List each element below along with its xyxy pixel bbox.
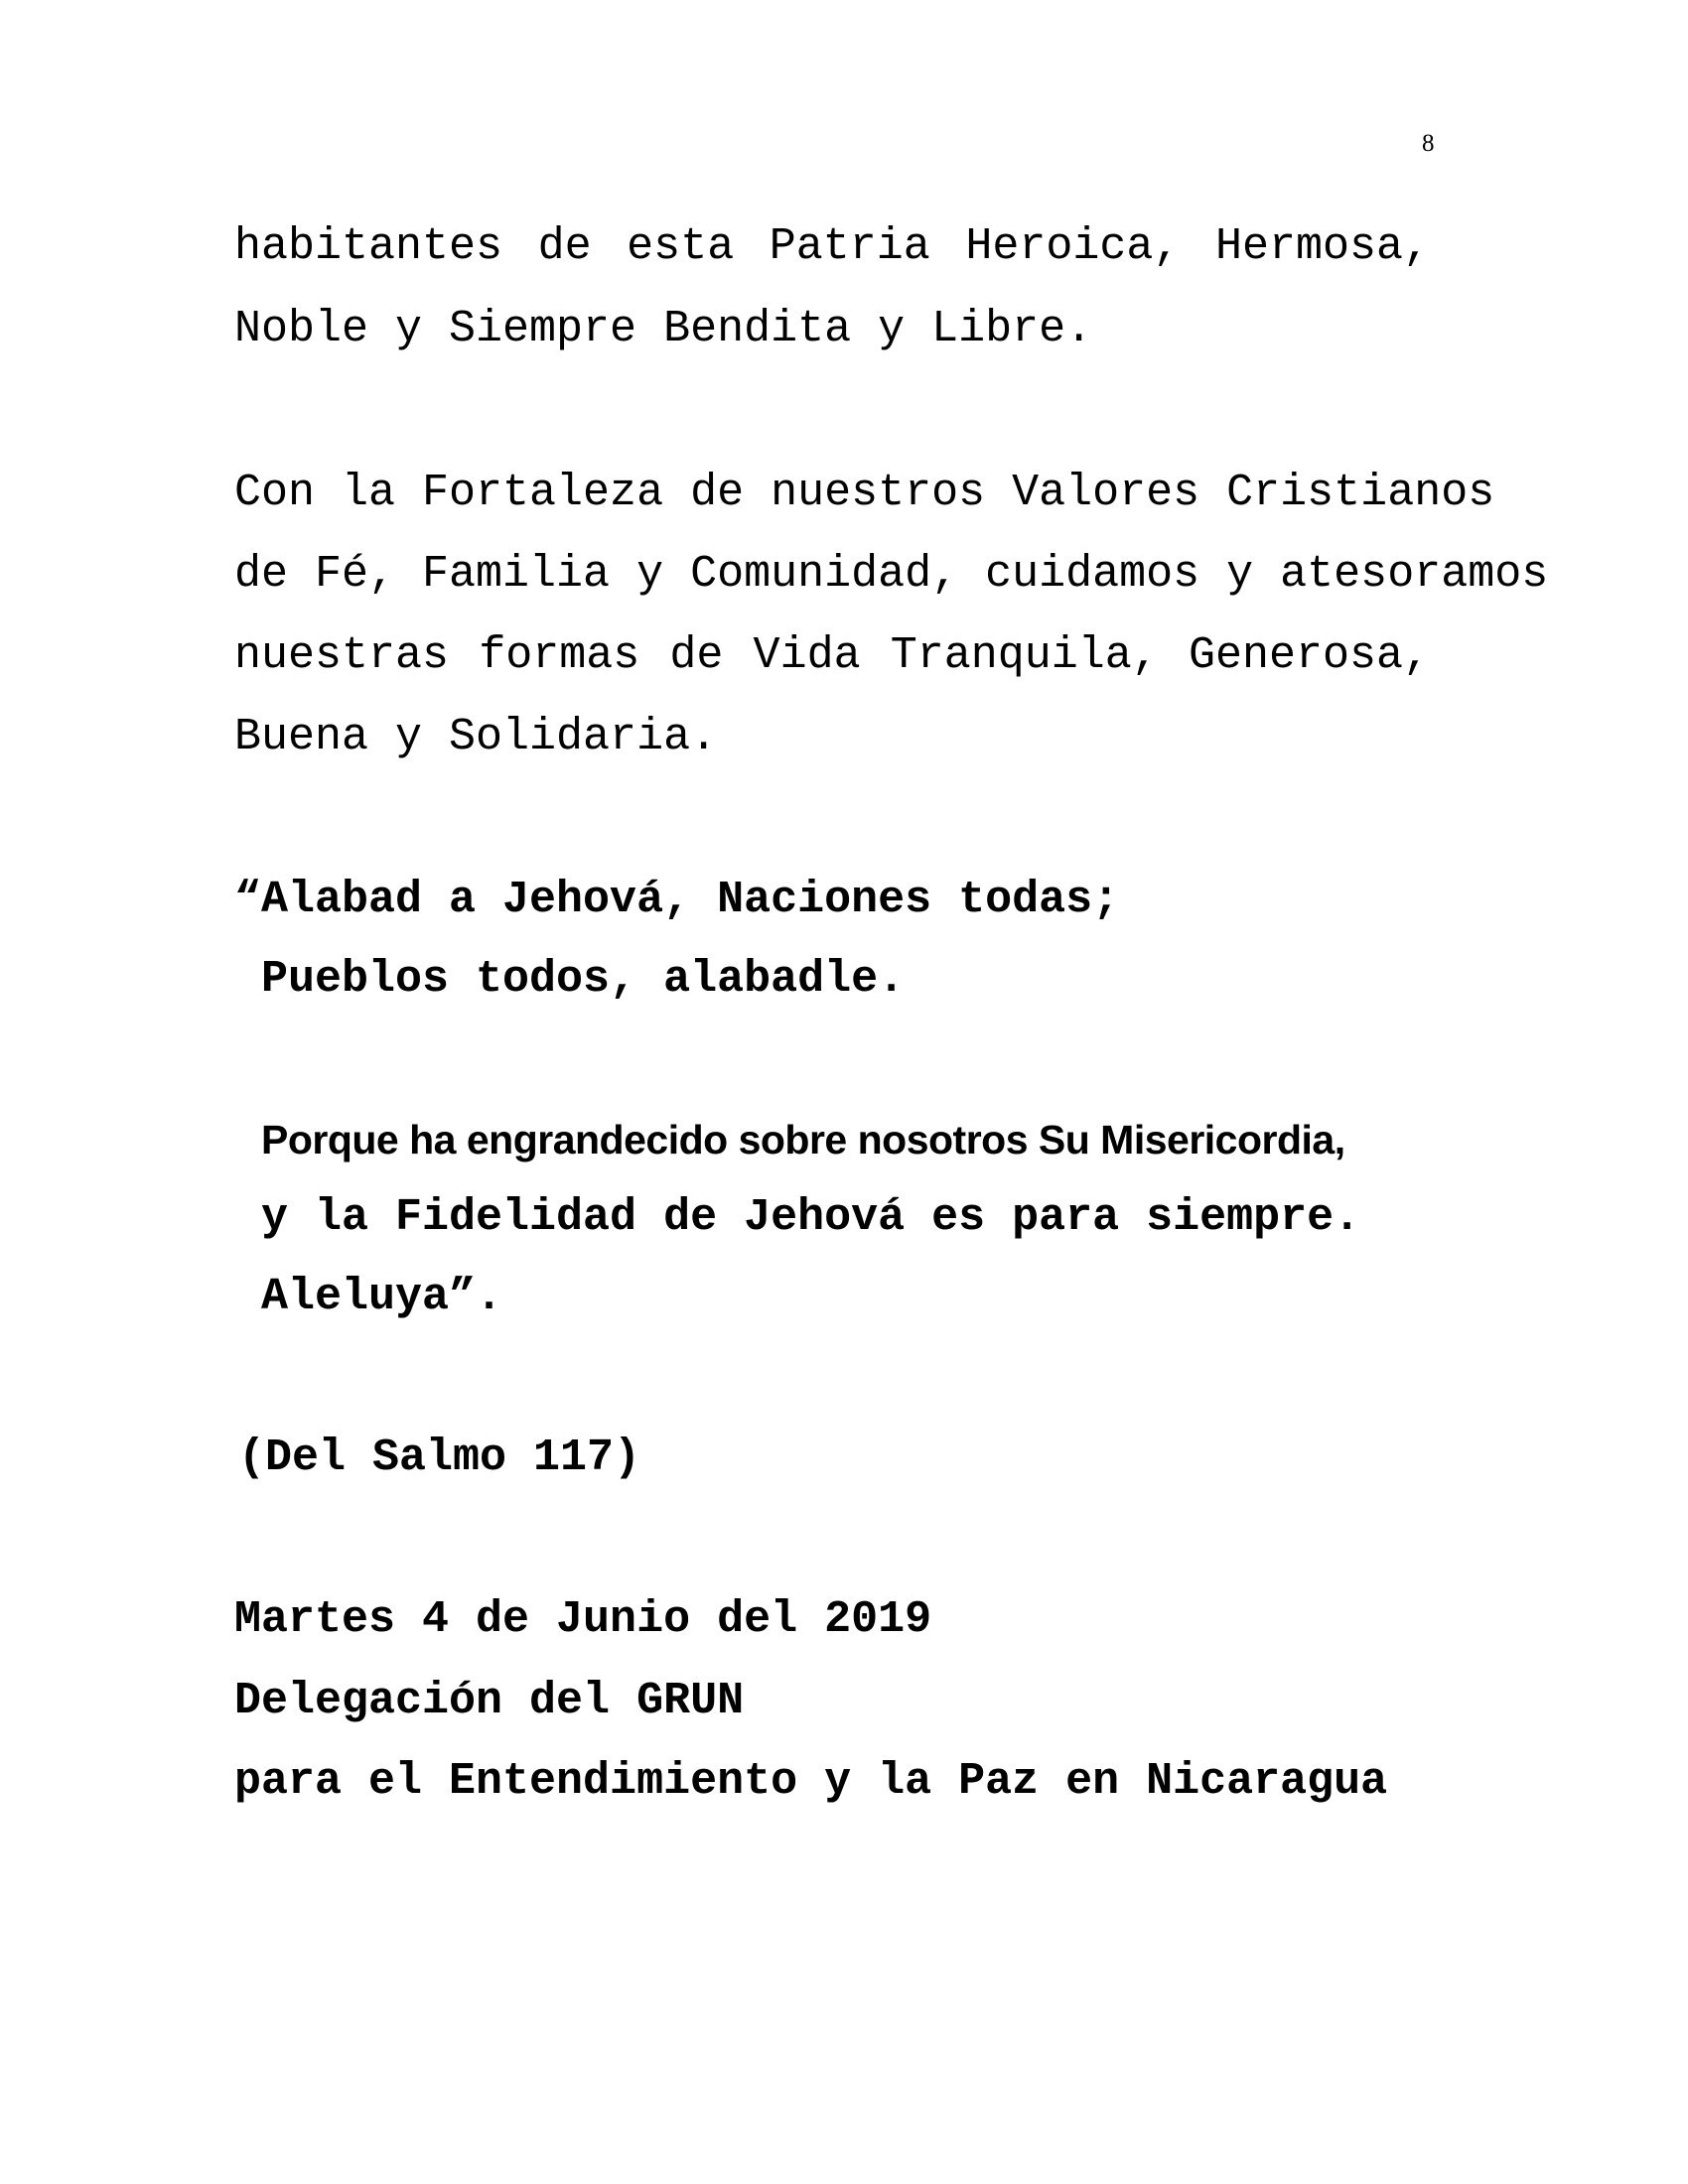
psalm-line: Aleluya”. xyxy=(261,1272,503,1322)
paragraph-line: Con la Fortaleza de nuestros Valores Cristianos xyxy=(234,468,1495,518)
signature-org-line: para el Entendimiento y la Paz en Nicaragua xyxy=(234,1756,1388,1807)
paragraph-line: habitantes de esta Patria Heroica, Hermosa, xyxy=(234,221,1430,272)
psalm-line: “Alabad a Jehová, Naciones todas; xyxy=(234,875,1120,925)
psalm-source: (Del Salmo 117) xyxy=(238,1433,641,1483)
page-number: 8 xyxy=(1422,130,1435,157)
paragraph-line: de Fé, Familia y Comunidad, cuidamos y atesoramos xyxy=(234,549,1549,600)
psalm-line: Pueblos todos, alabadle. xyxy=(261,954,906,1005)
paragraph-line: Buena y Solidaria. xyxy=(234,712,718,762)
psalm-line: Porque ha engrandecido sobre nosotros Su Misericordia, xyxy=(261,1117,1345,1162)
psalm-line: y la Fidelidad de Jehová es para siempre. xyxy=(261,1192,1361,1243)
signature-date: Martes 4 de Junio del 2019 xyxy=(234,1594,932,1645)
paragraph-line: nuestras formas de Vida Tranquila, Generosa, xyxy=(234,630,1430,681)
paragraph-line: Noble y Siempre Bendita y Libre. xyxy=(234,304,1093,354)
signature-org-line: Delegación del GRUN xyxy=(234,1676,745,1726)
